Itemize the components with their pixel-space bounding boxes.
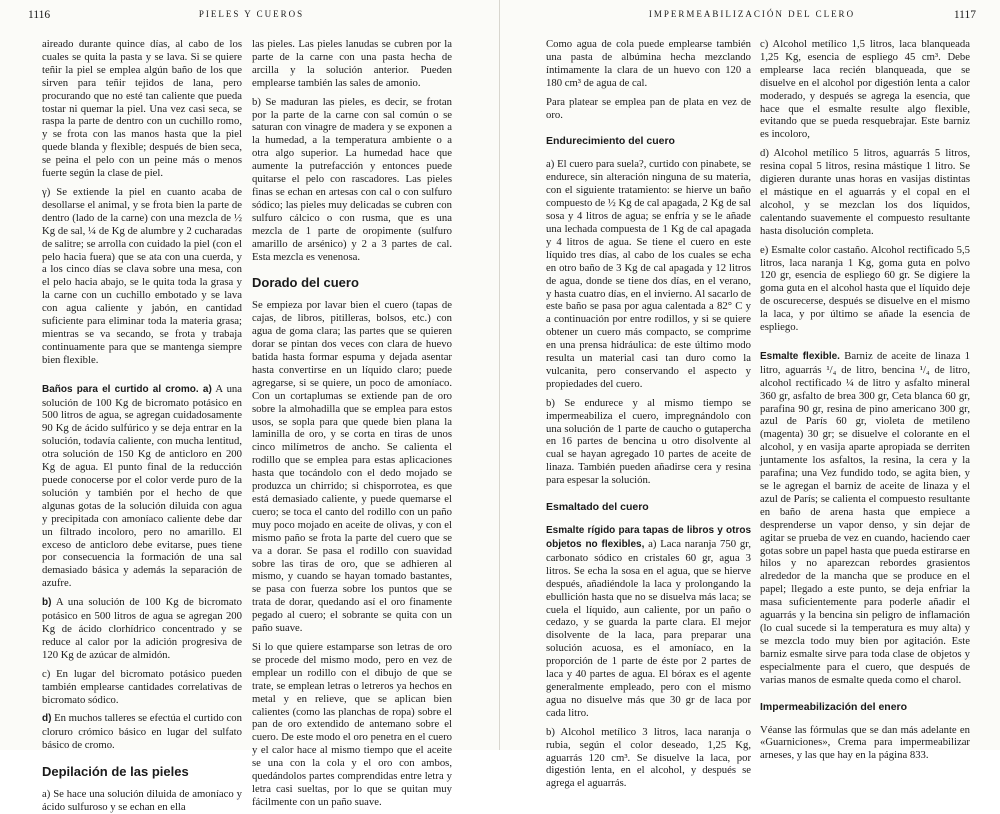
paragraph [760, 38, 970, 141]
running-header [528, 9, 976, 27]
paragraph-text: Si lo que quiere estamparse son letras de oro se procede del mismo modo, pero en vez de emplear un rodillo con el dibujo de que se trate, se emplean letras o letreros ya hechos en metal y en relieve, que se aplican bien calientes (como las planchas de ropa) sobre el pan de oro extendido de antemano sobre el cuero. De este modo el oro penetra en el cuero y el calor hace al mismo tiempo que el aceite se una con la cola y el oro con ambos, quedándolos partes comprendidas entre letra y letra casi sueltas, por lo que se quitan muy fácilmente con un paño suave. [252, 640, 452, 808]
paragraph-lead: Baños para el curtido al cromo. a) [42, 383, 212, 395]
paragraph-text: a) Se hace una solución diluida de amoníaco y ácido sulfuroso y se echan en ella [42, 788, 242, 814]
section-heading: Esmaltado del cuero [546, 501, 649, 514]
paragraph [42, 712, 242, 752]
paragraph-text: e) Esmalte color castaño. Alcohol rectificado 5,5 litros, laca naranja 1 Kg, goma guta en polvo 120 gr, esencia de espliego 60 gr. Se digiere la goma guta en el alcohol hasta que el líquido deje de oscurecerse, después se disuelve en el mismo la laca, y por último se añade la esencia de espliego. [760, 243, 970, 334]
paragraph-text: A una solución de 100 Kg de bicromato potásico en 500 litros de agua, se agregan cuidadosamente 90 Kg de ácido sulfúrico y se deja entrar en la solución, todavía caliente, con mucha lentitud, otra solución de 150 Kg de anticloro en 200 Kg de agua. El punto final de la reducción puede conocerse por el color verde puro de la solución y también por el hecho de que algunas gotas de la solución diluida con agua y precipitada con amoníaco caliente debe dar un filtrado incoloro, pero no amarillo. El exceso de anticloro debe evitarse, pues tiene por consecuencia la formación de una sal demasiado básica y además la separación de azufre. [42, 382, 243, 590]
section-heading: Dorado del cuero [252, 275, 359, 291]
section-heading: Impermeabilización del enero [760, 700, 908, 713]
paragraph [252, 96, 452, 264]
paragraph-lead: d) [42, 713, 52, 725]
paragraph [546, 726, 751, 791]
paragraph [760, 724, 970, 763]
running-header [28, 9, 475, 27]
paragraph-text: aireado durante quince días, al cabo de los cuales se quita la pasta y se lava. Si se quiere teñir la piel se emplea algún baño de los que sirven para teñir tejidos de lana, pero procurando que no esté tan caliente que pueda tostar ni quemar la piel. Una vez casi seca, se raspa la parte de dentro con un cuchillo romo, y se frota con las manos hasta que la piel quede blanda y flexible; después de bien seca, se peina el pelo con un peine más o menos fuerte según la clase de piel. [42, 38, 242, 180]
page-number: 1116 [28, 9, 51, 21]
paragraph-lead: Esmalte rígido para tapas de libros y otros objetos no flexibles, [546, 525, 751, 550]
paragraph-text: c) En lugar del bicromato potásico pueden también emplearse cantidades correlativas de bicromato sódico. [42, 667, 242, 706]
paragraph [42, 38, 242, 180]
paragraph-text: a) Laca naranja 750 gr, carbonato sódico en cristales 60 gr, agua 3 litros. Se echa la sosa en el agua, que se hierve después, añadiéndole la laca y prolongando la ebullición hasta que no se disuelva más laca; se cuela el líquido, aun caliente, por un paño o cedazo, y se guarda la parte clara. El mejor disolvente de la laca, para preparar una solución acuosa, es el amoníaco, en la proporción de 1 parte de éste por 2 partes de laca y 40 partes de agua. El bórax es el agente generalmente empleado, pero con el mismo agua no disuelve más que 30 gr de laca por cada litro. [546, 538, 752, 719]
paragraph-text: Para platear se emplea pan de plata en vez de oro. [546, 95, 751, 121]
paragraph-text: Se empieza por lavar bien el cuero (tapas de cajas, de libros, pitilleras, bolsos, etc.) con agua de goma clara; las partes que se quieren dorar se pintan dos veces con clara de huevo batida hasta formar espuma y dejada asentar hasta convertirse en un líquido claro; puede agregarse, si se quiere, un poco de amoníaco. Con un cortaplumas se extiende pan de oro sobre la almohadilla que se emplea para estos usos, se sopla para que quede bien plana la laminilla de oro, y se corta en tiras de unos cinco milímetros de ancho. Se calienta el rodillo que se emplea para estas aplicaciones hasta que tocándolo con el dedo mojado se produzca un chirrido; si chisporrotea, es que está demasiado caliente, y puede quemarse el cuero; se toca el canto del rodillo con un paño muy poco mojado en aceite de olivas, y con el mismo paño se frota la parte del cuero que se va a dorar. Se pasa el rodillo con suavidad sobre las tiras de oro, que se adhieren al mismo, y cuando se hayan tomado bastantes, se pasa con fuerza sobre los puntos que se trata de dorar, quedando así el oro finamente pegado al cuero; el sobrante se quita con un paño suave. [252, 299, 452, 635]
paragraph-lead: b) [42, 597, 52, 609]
paragraph [42, 788, 242, 814]
text-column [760, 38, 970, 762]
paragraph-text: b) Alcohol metílico 3 litros, laca naranja o rubia, según el color deseado, 1,25 Kg, aguarrás 120 cm³. Se disuelve la laca, por digestión lenta, en el alcohol, y después se agrega el aguarrás. [546, 725, 751, 790]
page-number: 1117 [953, 9, 976, 21]
text-column [252, 38, 452, 808]
paragraph-text: b) Se endurece y al mismo tiempo se impermeabiliza el cuero, impregnándolo con una solución de 1 parte de caucho o gutapercha en 16 partes de bencina u otro disolvente al cual se hayan agregado 10 partes de aceite de linaza. También pueden añadirse cera y resina para espesar la solución. [546, 396, 751, 487]
right-page [500, 0, 1000, 790]
spacer [760, 340, 970, 350]
text-column [546, 38, 752, 790]
running-title: PIELES Y CUEROS [198, 9, 305, 19]
paragraph [42, 383, 242, 591]
paragraph-text: Barniz de aceite de linaza 1 litro, aguarrás ¹/₄ de litro, bencina ¹/₄ de litro, alcohol rectificado ¼ de litro y asfalto mineral 360 gr, asfalto de brea 300 gr, Ceta blanca 60 gr, parafina 90 gr, resina de pino americano 300 gr, azul de París 60 gr, violeta de metileno (magenta) 30 gr; se disuelve el colorante en el alcohol, y en vasija aparte apropiada se derriten juntamente los asfaltos, la resina, la cera y la parafina; una Vez fundido todo, se agita bien, y se le agregan el barniz de aceite de linaza y el azul de París; se calienta el compuesto resultante en baño de arena hasta que empiece a desprenderse un vapor denso, y sin dejar de agitar se prueba de vez en cuando, haciendo caer gotas sobre un papel hasta que pueda estirarse en hilos y no aparezcan rebordes grasientos alrededor de la mancha que se produce en el papel; llegado a este punto, se deja enfriar la masa suficientemente para poderle añadir el aguarrás y la bencina sin peligro de inflamación (lo cual sucede si la temperatura es muy alta) y se mezcla todo muy bien por agitación. Este barniz esmalte sirve para toda clase de objetos y especialmente para el cuero, que después de varias manos de esmalte queda como el charol. [760, 349, 970, 686]
paragraph [546, 158, 751, 390]
paragraph [252, 38, 452, 90]
paragraph-lead: Esmalte flexible. [760, 350, 840, 362]
paragraph [760, 147, 970, 237]
paragraph-text: a) El cuero para suela?, curtido con pinabete, se endurece, sin alteración ninguna de su materia, con el siguiente tratamiento: se hierve un baño compuesto de ½ Kg de cal apagada, 2 Kg de sal sosa y 4 litros de agua; se enfría y se le añade una lechada compuesta de 1 Kg de cal apagada y 4 litros de agua. Se tiene el cuero en este líquido tres días, al cabo de los cuales se echa en otro baño de 3 Kg de cal apagada y 12 litros de agua, donde se tiene dos días, en el verano, y hasta cuatro días, en el invierno. Al sacarlo de este baño se pasa por agua calentada a 82° C y a continuación por entre rodillos, y si se quiere obtener un cuero más compacto, se comprime en una prensa hidráulica: de este último modo resulta un material casi tan duro como la vulcanita, pero conservando el aspecto y propiedades del cuero. [546, 158, 751, 390]
section-heading: Depilación de las pieles [42, 764, 189, 780]
text-column [42, 38, 243, 814]
paragraph-text: En muchos talleres se efectúa el curtido con cloruro crómico básico en lugar del sulfato básico de cromo. [42, 712, 242, 752]
paragraph-text: Véanse las fórmulas que se dan más adelante en «Guarniciones», Crema para impermeabilizar arneses, y las que hay en la página 833. [760, 723, 970, 762]
paragraph-text: d) Alcohol metílico 5 litros, aguarrás 5 litros, resina copal 5 litros, resina mástique 1 litro. Se digieren durante unas horas en vasijas distintas el mástique en el aguarrás y el copal en el alcohol, y se mezclan los dos líquidos, calentando suavemente el compuesto resultante hasta disolución completa. [760, 147, 970, 237]
paragraph [42, 668, 242, 707]
paragraph-text: c) Alcohol metílico 1,5 litros, laca blanqueada 1,25 Kg, esencia de espliego 45 cm³. Debe emplearse laca recién blanqueada, que se disuelve en el alcohol por digestión lenta a calor moderado, y después se agrega la esencia, que hace que el esmalte resulte algo flexible, evitando que se pueda resquebrajar. Este barniz es incoloro, [760, 38, 970, 141]
paragraph-text: b) Se maduran las pieles, es decir, se frotan por la parte de la carne con sal común o se saturan con vinagre de madera y se exponen a la humedad, a la temperatura ambiente o a otra algo superior. La humedad hace que aumente la putrefacción y entonces puede quitarse el pelo con rascadores. Las pieles finas se echan en artesas con cal o con sulfuro sódico; las pieles muy delicadas se cubren con sulfuro cálcico o con rusma, que es una mezcla de 1 parte de oropimente (sulfuro amarillo de arsénico) y 2 a 3 partes de cal. Esta mezcla es venenosa. [252, 95, 452, 263]
paragraph [546, 38, 751, 90]
paragraph [760, 350, 970, 687]
paragraph [546, 96, 751, 122]
paragraph [546, 397, 751, 487]
paragraph [252, 641, 452, 809]
paragraph-text: las pieles. Las pieles lanudas se cubren por la parte de la carne con una pasta hecha de arcilla y la solución anterior. Pueden emplearse también las sales de amonio. [252, 38, 452, 89]
paragraph [546, 524, 751, 720]
paragraph [252, 299, 452, 635]
paragraph-text: A una solución de 100 Kg de bicromato potásico en 500 litros de agua se agregan 200 Kg de ácido clorhídrico concentrado y se reduce al calor por la adición progresiva de 120 Kg de azúcar de almidón. [42, 596, 242, 661]
paragraph-text: γ) Se extiende la piel en cuanto acaba de desollarse el animal, y se frota bien la parte de dentro (lado de la carne) con una mezcla de ½ Kg de sal, ¼ de Kg de alumbre y 2 cucharadas de salitre; se arrolla con cuidado la piel (con el pelo hacia fuera) que se ata con una cuerda, y a los cinco días se clava sobre una mesa, con el pelo hacia abajo, se le quita toda la grasa y la carne con un cuchillo embotado y se lava con agua caliente y jabón, en cantidad suficiente para eliminar toda la materia grasa; mientras se va secando, se frota y trabaja continuamente para que se mantenga siempre bien flexible. [42, 185, 242, 366]
paragraph [760, 244, 970, 334]
paragraph [42, 186, 242, 367]
paragraph [42, 596, 242, 662]
section-heading: Endurecimiento del cuero [546, 135, 675, 148]
paragraph-text: Como agua de cola puede emplearse también una pasta de albúmina hecha mezclando íntimamente la clara de un huevo con 120 a 180 cm³ de agua de cal. [546, 38, 751, 89]
running-title: IMPERMEABILIZACIÓN DEL CLERO [648, 9, 856, 19]
spacer [42, 373, 242, 383]
